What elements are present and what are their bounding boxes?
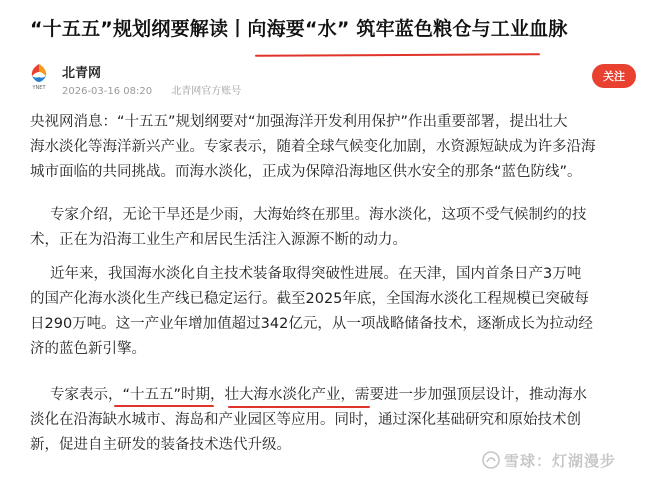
highlight-underline (114, 405, 214, 407)
paragraph-line: 术，正在为沿海工业生产和居民生活注入源源不断的动力。 (30, 232, 407, 248)
article-title: “十五五”规划纲要解读丨向海要“水” 筑牢蓝色粮仓与工业血脉 (30, 18, 568, 40)
paragraph-3 (30, 262, 640, 362)
paragraph-line: 淡化在沿海缺水城市、海岛和产业园区等应用。同时，通过深化基础研究和原始技术创 (30, 412, 581, 428)
paragraph-2 (30, 203, 640, 253)
title-highlight-underline (255, 53, 540, 56)
paragraph-line: 专家表示，“十五五”时期，壮大海水淡化产业，需要进一步加强顶层设计，推动海水 (50, 387, 588, 403)
ynet-logo-icon (25, 61, 53, 91)
paragraph-line: 城市面临的共同挑战。而海水淡化，正成为保障沿海地区供水安全的那条“蓝色防线”。 (30, 164, 582, 180)
paragraph-line: 日290万吨。这一产业年增加值超过342亿元，从一项战略储备技术，逐渐成长为拉动经 (30, 316, 593, 332)
paragraph-line: 央视网消息：“十五五”规划纲要对“加强海洋开发利用保护”作出重要部署，提出壮大 (30, 114, 568, 130)
paragraph-line: 的国产化海水淡化生产线已稳定运行。截至2025年底，全国海水淡化工程规模已突破每 (30, 291, 589, 307)
paragraph-1 (30, 110, 640, 185)
account-type: 北青网官方账号 (171, 86, 242, 97)
paragraph-line: 专家介绍，无论干旱还是少雨，大海始终在那里。海水淡化，这项不受气候制约的技 (50, 207, 587, 223)
paragraph-line: 济的蓝色新引擎。 (30, 341, 146, 357)
highlight-underline (228, 406, 370, 408)
paragraph-line: 新，促进自主研发的装备技术迭代升级。 (30, 437, 291, 453)
follow-button[interactable]: 关注 (592, 64, 636, 88)
avatar-label: YNET (32, 85, 46, 91)
source-name[interactable]: 北青网 (62, 66, 102, 81)
article-meta (62, 82, 241, 97)
paragraph-4 (30, 383, 640, 458)
paragraph-line: 海水淡化等海洋新兴产业。专家表示，随着全球气候变化加剧，水资源短缺成为许多沿海 (30, 139, 596, 155)
source-avatar[interactable] (25, 61, 53, 91)
snowball-logo-icon (482, 451, 500, 469)
watermark-text: 雪球：灯湖漫步 (504, 452, 617, 470)
publish-date: 2026-03-16 08:20 (62, 86, 153, 97)
paragraph-line: 近年来，我国海水淡化自主技术装备取得突破性进展。在天津，国内首条日产3万吨 (50, 266, 582, 282)
watermark (482, 450, 616, 471)
